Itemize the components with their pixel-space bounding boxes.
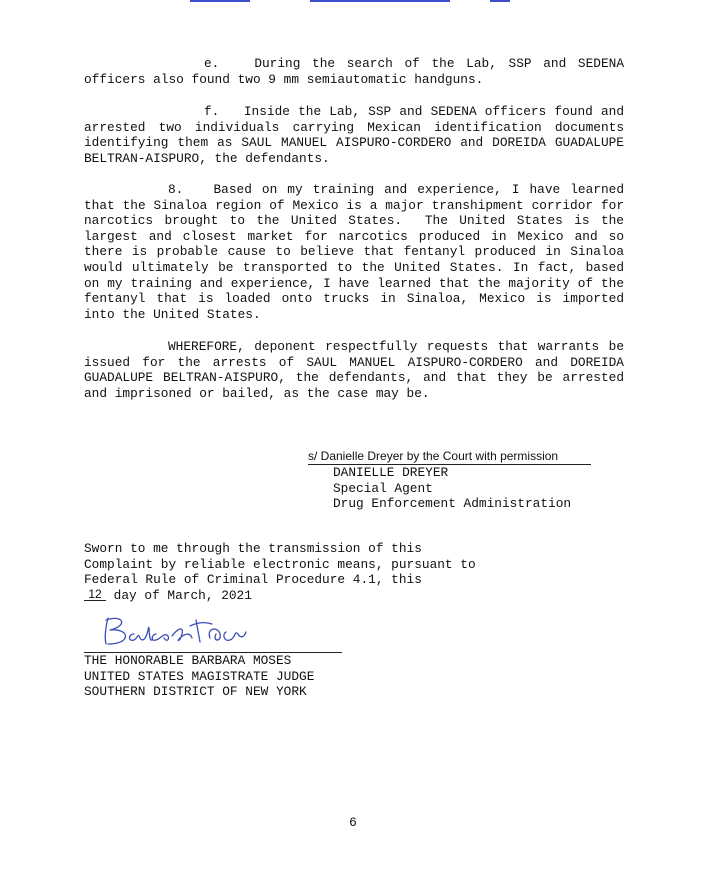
agent-agency: Drug Enforcement Administration [333, 496, 572, 512]
sworn-statement [84, 541, 544, 603]
sworn-day-text: day of March, 2021 [106, 587, 252, 603]
paragraph-e: e. During the search of the Lab, SSP and SEDENA officers also found two 9 mm semiautomatic handguns. [84, 56, 632, 87]
agent-signature-block [308, 449, 591, 512]
agent-title: Special Agent [333, 480, 433, 496]
judge-signature-line [84, 612, 342, 653]
page-number: 6 [349, 815, 357, 830]
judge-handwritten-signature [94, 612, 264, 652]
paragraph-8: 8. Based on my training and experience, I have learned that the Sinaloa region of Mexico is a major transhipment corridor for narcotics brought to the United States. The United States is the largest and closest market for narcotics produced in Mexico and so there is probable cause to believe that fentanyl produced in Sinaloa would ultimately be transported to the United States. In fact, based on my training and experience, I have learned that the majority of the fentanyl that is loaded onto trucks in Sinaloa, Mexico is imported into the United States. [84, 182, 632, 322]
judge-district: SOUTHERN DISTRICT OF NEW YORK [84, 684, 307, 700]
sworn-line-3: Federal Rule of Criminal Procedure 4.1, this [84, 572, 422, 588]
paragraph-wherefore: WHEREFORE, deponent respectfully requests that warrants be issued for the arrests of SAUL MANUEL AISPURO-CORDERO and DOREIDA GUADALUPE BELTRAN-AISPURO, the defendants, and that they be arrested and imprisoned or bailed, as the case may be. [84, 339, 632, 401]
agent-electronic-signature: s/ Danielle Dreyer by the Court with permission [308, 449, 591, 465]
header-cutoff-mark [190, 0, 520, 3]
sworn-line-2: Complaint by reliable electronic means, pursuant to [84, 556, 476, 572]
judge-name: THE HONORABLE BARBARA MOSES [84, 653, 292, 668]
paragraph-f: f. Inside the Lab, SSP and SEDENA officers found and arrested two individuals carrying Mexican identification documents identifying them as SAUL MANUEL AISPURO-CORDERO and DOREIDA GUADALUPE BELTRAN-AISPURO, the defendants. [84, 104, 632, 166]
sworn-line-4 [84, 588, 544, 604]
sworn-day-number: 12 [84, 588, 106, 601]
sworn-line-1: Sworn to me through the transmission of this [84, 541, 422, 556]
judge-block [84, 653, 314, 700]
judge-title: UNITED STATES MAGISTRATE JUDGE [84, 668, 315, 684]
agent-name: DANIELLE DREYER [333, 465, 449, 480]
